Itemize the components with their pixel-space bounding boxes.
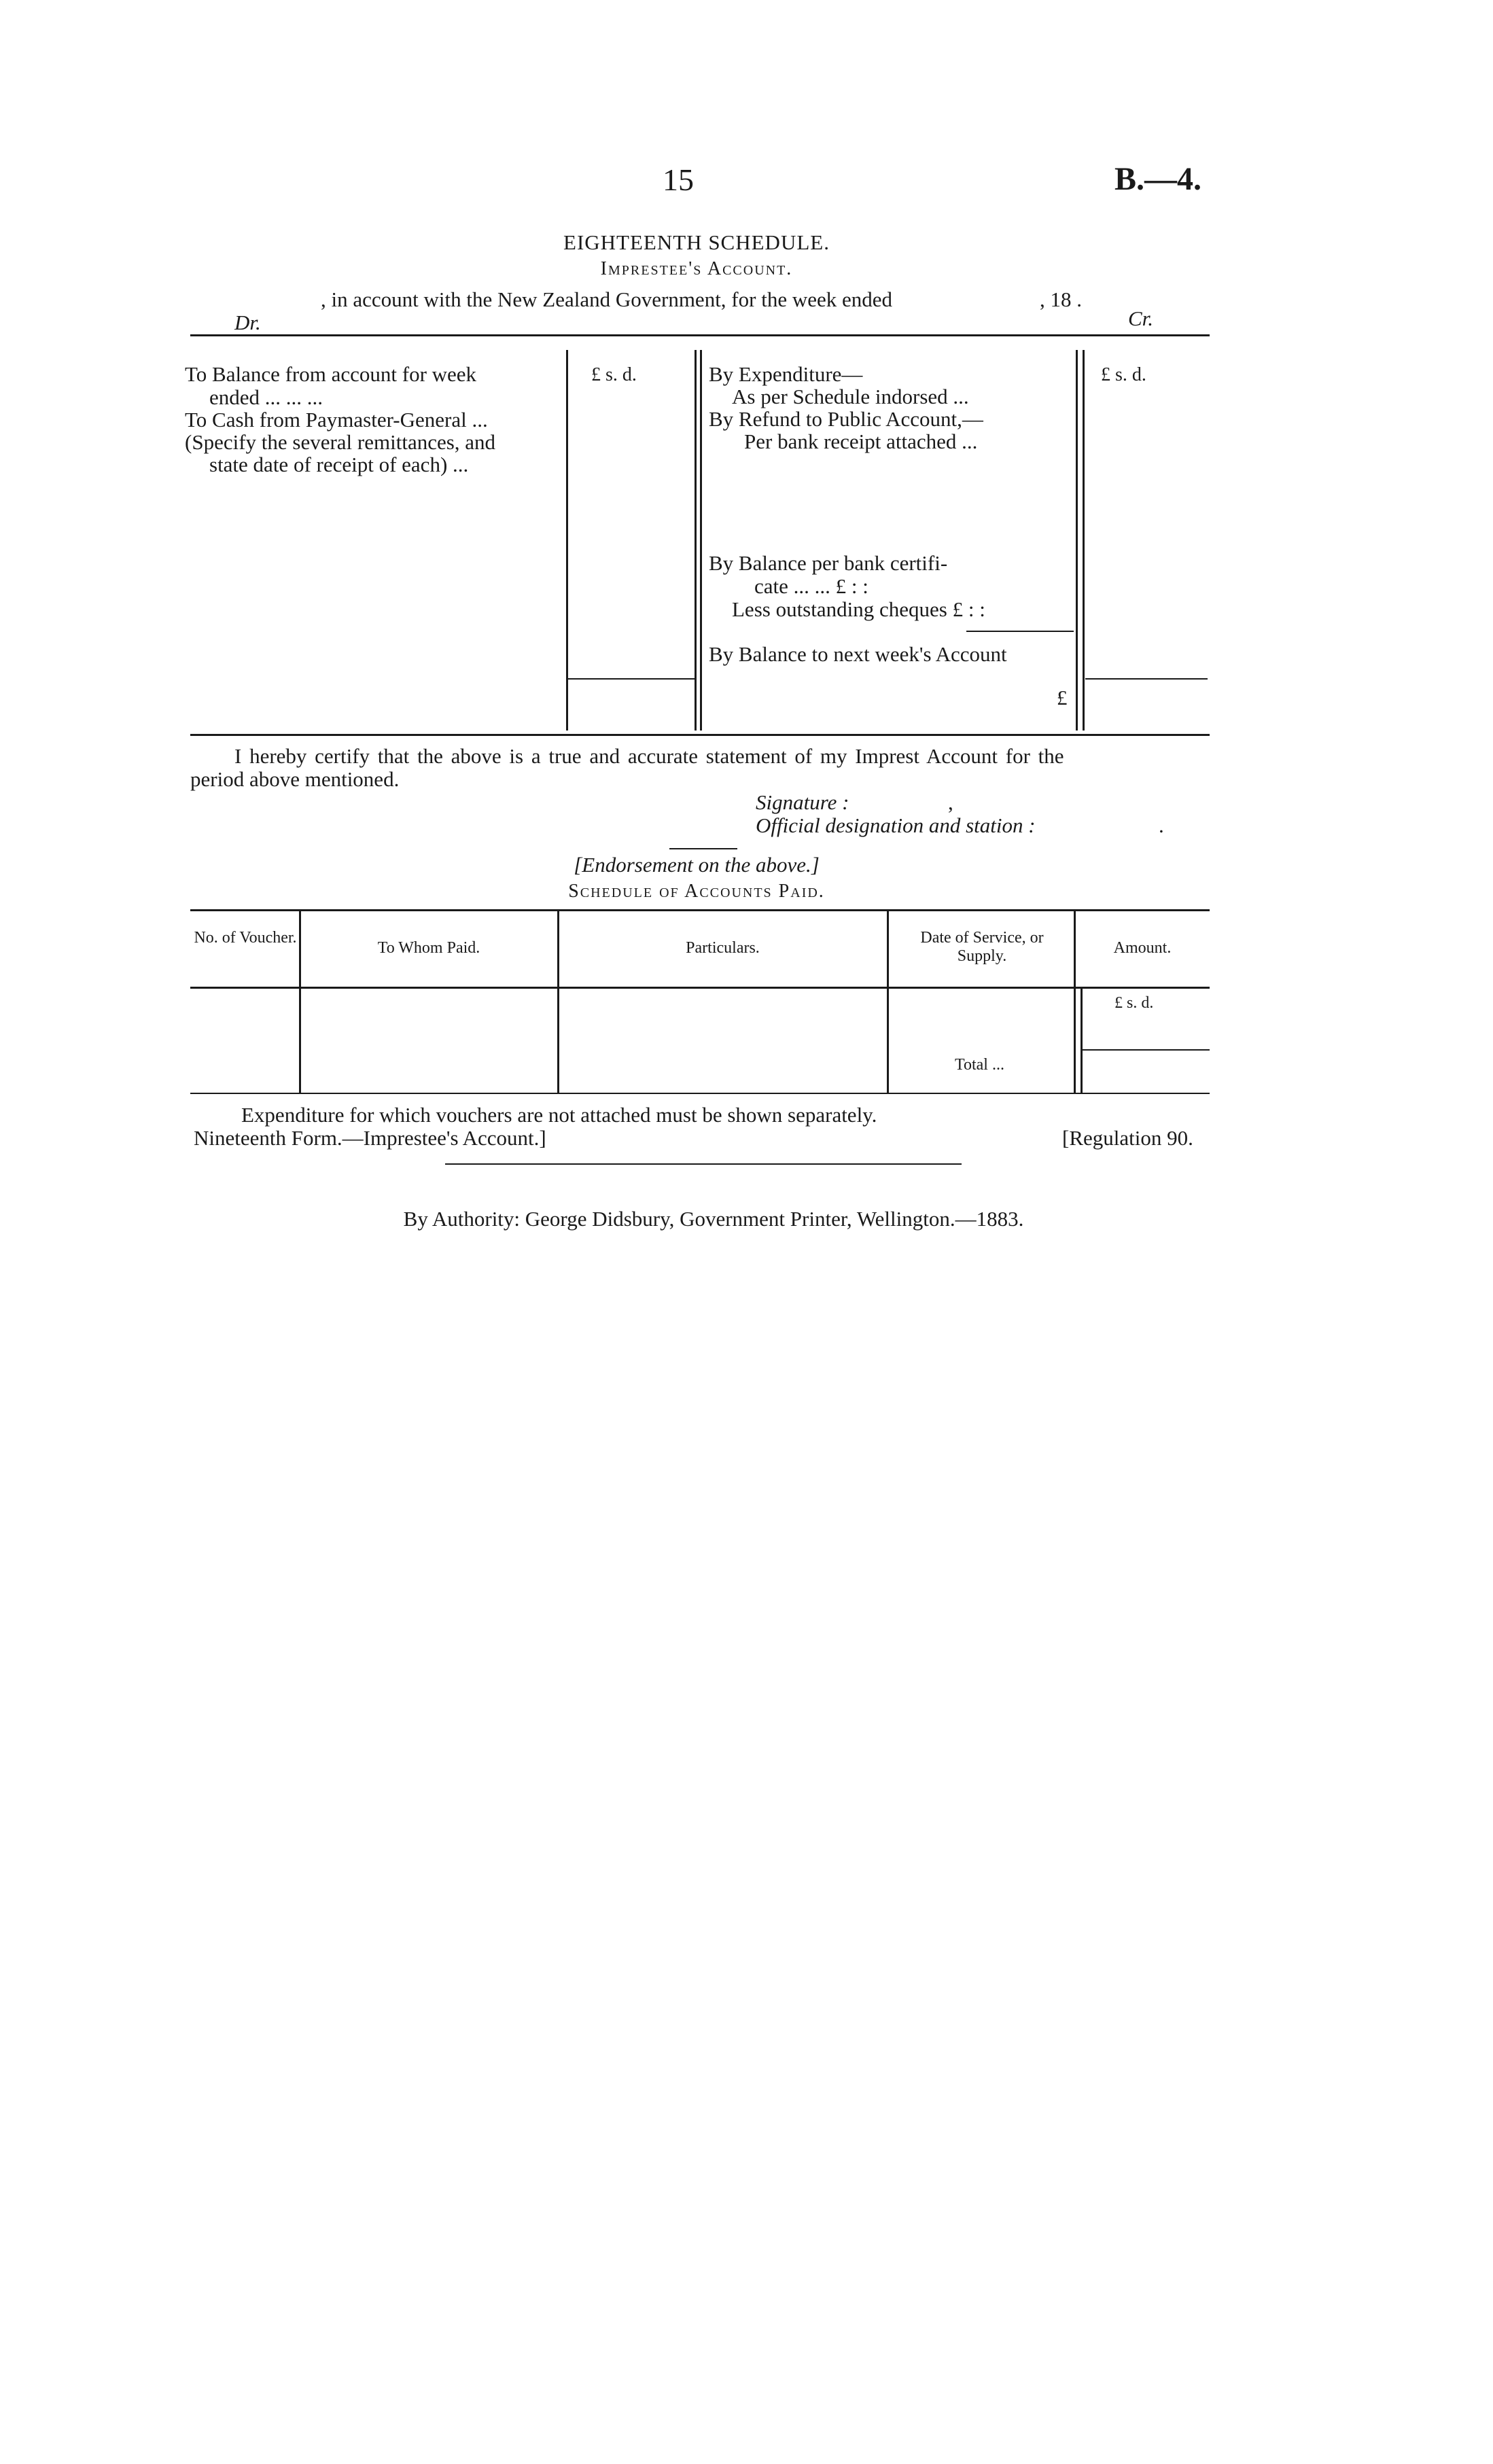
regulation-ref: [Regulation 90. bbox=[1062, 1126, 1193, 1150]
debit-line-5: state date of receipt of each) ... bbox=[209, 453, 469, 476]
ledger-bottom-rule bbox=[190, 734, 1210, 736]
endorsement-label: [Endorsement on the above.] bbox=[574, 853, 820, 877]
table-bottom-rule bbox=[190, 1093, 1210, 1094]
balance-line-2: cate ... ... £ : : bbox=[754, 574, 868, 598]
form-label: Nineteenth Form.—Imprestee's Account.] bbox=[194, 1126, 546, 1150]
schedule-accounts-title: Schedule of Accounts Paid. bbox=[568, 881, 825, 902]
credit-line-4: Per bank receipt attached ... bbox=[744, 429, 978, 453]
amount-total-rule bbox=[1083, 1049, 1210, 1051]
debit-line-3: To Cash from Paymaster-General ... bbox=[185, 408, 488, 432]
header-to-whom-paid: To Whom Paid. bbox=[377, 939, 480, 957]
table-top-rule bbox=[190, 909, 1210, 911]
credit-line-2: As per Schedule indorsed ... bbox=[732, 385, 969, 408]
dr-label: Dr. bbox=[234, 311, 261, 334]
ledger-top-rule bbox=[190, 334, 1210, 336]
credit-total-rule bbox=[1085, 678, 1208, 680]
page-number: 15 bbox=[663, 162, 694, 197]
credit-line-1: By Expenditure— bbox=[709, 362, 863, 386]
printer-authority: By Authority: George Didsbury, Government Printer, Wellington.—1883. bbox=[403, 1207, 1024, 1231]
header-voucher: No. of Voucher. bbox=[194, 929, 297, 947]
table-col-divider-4b bbox=[1081, 989, 1083, 1093]
designation-dot: . bbox=[1159, 813, 1164, 837]
certification-text-1: I hereby certify that the above is a true and accurate statement of my Imprest Account for the bbox=[234, 744, 1064, 768]
year-stub: , 18 . bbox=[1040, 287, 1082, 311]
cr-label: Cr. bbox=[1128, 306, 1154, 330]
footer-rule bbox=[445, 1163, 962, 1165]
signature-label: Signature : bbox=[756, 790, 849, 814]
debit-currency-header: £ s. d. bbox=[591, 364, 637, 385]
ledger-divider-center-left bbox=[695, 350, 697, 731]
debit-line-2: ended ... ... ... bbox=[209, 385, 323, 409]
designation-label: Official designation and station : bbox=[756, 813, 1036, 837]
header-particulars: Particulars. bbox=[686, 939, 760, 957]
document-code: B.—4. bbox=[1114, 161, 1202, 197]
ledger-divider-debit-amount bbox=[566, 350, 568, 731]
table-col-divider-1 bbox=[299, 911, 301, 1093]
schedule-subtitle: Imprestee's Account. bbox=[600, 258, 793, 279]
ledger-divider-center-right bbox=[700, 350, 702, 731]
schedule-title: EIGHTEENTH SCHEDULE. bbox=[563, 230, 830, 254]
signature-comma: , bbox=[948, 790, 953, 814]
table-col-divider-2 bbox=[557, 911, 559, 1093]
table-header-rule bbox=[190, 987, 1210, 989]
ledger-divider-credit-amount-left bbox=[1076, 350, 1078, 731]
balance-line-3: Less outstanding cheques £ : : bbox=[732, 597, 985, 621]
debit-line-4: (Specify the several remittances, and bbox=[185, 430, 496, 454]
debit-total-rule bbox=[568, 678, 695, 680]
ledger-divider-credit-amount-right bbox=[1083, 350, 1085, 731]
header-amount: Amount. bbox=[1113, 939, 1172, 957]
balance-next-week: By Balance to next week's Account bbox=[709, 642, 1007, 666]
section-separator bbox=[669, 848, 737, 849]
balance-subtotal-rule bbox=[966, 631, 1074, 632]
balance-line-1: By Balance per bank certifi- bbox=[709, 551, 948, 575]
amount-subheader: £ s. d. bbox=[1114, 994, 1154, 1012]
table-col-divider-4 bbox=[1074, 911, 1076, 1093]
account-heading-line: , in account with the New Zealand Government, for the week ended bbox=[321, 287, 892, 311]
certification-text-2: period above mentioned. bbox=[190, 767, 400, 791]
credit-pound-sign: £ bbox=[1057, 686, 1068, 709]
vouchers-note: Expenditure for which vouchers are not attached must be shown separately. bbox=[241, 1103, 877, 1127]
table-col-divider-3 bbox=[887, 911, 889, 1093]
header-date-of-service: Date of Service, or Supply. bbox=[920, 929, 1044, 965]
debit-line-1: To Balance from account for week bbox=[185, 362, 477, 386]
credit-line-3: By Refund to Public Account,— bbox=[709, 407, 983, 431]
total-label: Total ... bbox=[955, 1056, 1004, 1074]
credit-currency-header: £ s. d. bbox=[1101, 364, 1146, 385]
